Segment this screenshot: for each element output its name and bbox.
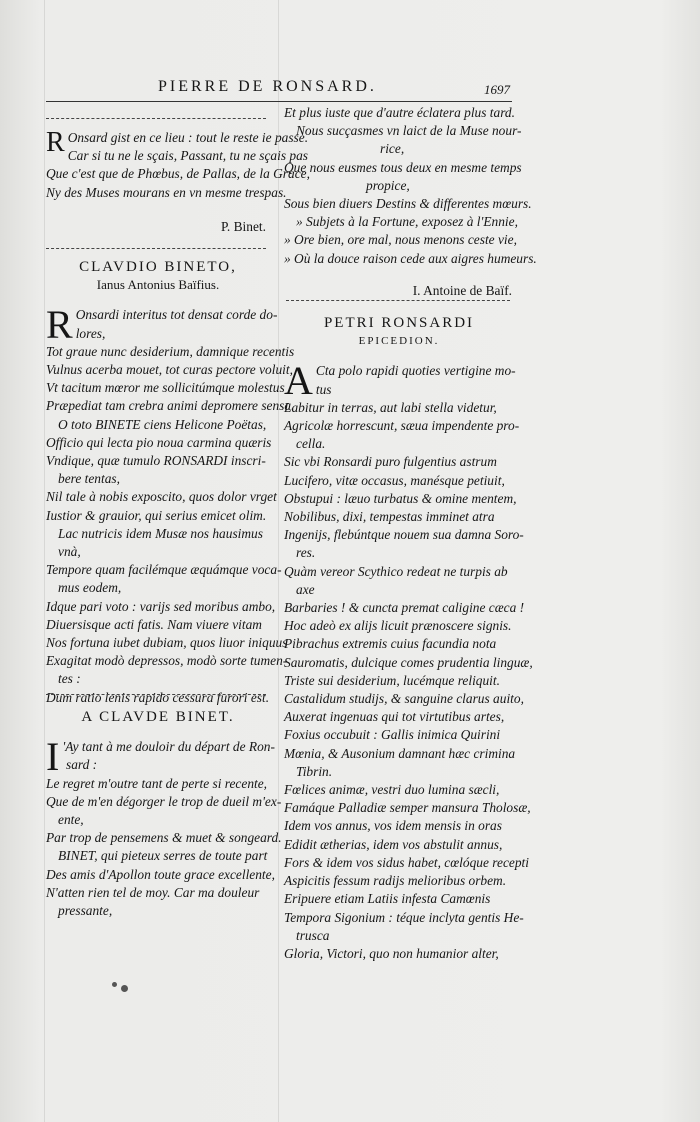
poem-subheading: EPICEDION.	[358, 335, 440, 348]
verse-line: Foxius occubuit : Gallis inimica Quirini	[284, 727, 501, 743]
verse-line: Exagitat modò depressos, modò sorte tumen-	[46, 653, 288, 669]
poem-author: Ianus Antonius Baïfius.	[96, 277, 220, 293]
verse-line: Lac nutricis idem Musæ nos hausimus	[58, 525, 263, 541]
verse-line: Præpediat tam crebra animi depromere sensa.	[46, 398, 295, 414]
verse-line: Idque pari voto : varijs sed moribus ambo,	[46, 598, 276, 614]
verse-line: Dum ratio lenis rapido cessura furori est.	[46, 689, 270, 705]
latin-poem-block	[46, 258, 295, 707]
header-rule	[46, 101, 512, 102]
verse-line: Barbaries ! & cuncta premat caligine cæca !	[284, 600, 525, 616]
verse-line: Triste sui desiderium, lucémque reliquit.	[284, 672, 500, 688]
verse-line: rice,	[380, 141, 405, 157]
verse-line: Vt tacitum mœror me sollicitúmque molestus	[46, 380, 285, 396]
section-rule	[286, 300, 510, 301]
verse-line: Onsardi interitus tot densat corde do-	[75, 307, 278, 323]
verse-line: bere tentas,	[58, 471, 120, 487]
verse-line: mus eodem,	[58, 580, 122, 596]
verse-line: Fœlices animæ, vestri duo lumina sæcli,	[284, 782, 500, 798]
section-rule	[46, 118, 266, 119]
verse-line: Nos fortuna iubet dubiam, quos liuor iniquus	[46, 635, 288, 651]
verse-line: O toto BINETE ciens Helicone Poëtas,	[58, 416, 267, 432]
verse-line: 'Ay tant à me douloir du départ de Ron-	[62, 739, 275, 755]
verse-line: vnà,	[58, 544, 81, 560]
signature: P. Binet.	[220, 218, 266, 234]
verse-line: axe	[296, 581, 315, 597]
verse-line: Car si tu ne le sçais, Passant, tu ne sçais pas	[67, 148, 308, 164]
verse-line: tus	[315, 381, 332, 397]
page-fold-line	[44, 0, 45, 1122]
verse-line: Auxerat ingenuas qui tot virtutibus artes,	[284, 709, 505, 725]
verse-line: Nobilibus, dixi, tempestas imminet atra	[284, 509, 495, 525]
verse-line: cella.	[296, 436, 326, 452]
verse-line: Nil tale à nobis exposcito, quos dolor vrget	[46, 489, 277, 505]
verse-line: » Subjets à la Fortune, exposez à l'Ennie,	[296, 214, 518, 230]
verse-line: Sous bien diuers Destins & differentes mœurs.	[284, 196, 532, 212]
verse-line: Que nous eusmes tous deux en mesme temps	[284, 159, 522, 175]
verse-line: Tot graue nunc desiderium, damnique recentis	[46, 343, 295, 359]
ink-spot	[112, 982, 117, 987]
verse-line: Et plus iuste que d'autre éclatera plus tard.	[284, 105, 515, 120]
verse-line: Edidit ætherias, idem vos abstulit annus,	[284, 836, 503, 852]
poem-heading: PETRI RONSARDI	[323, 315, 475, 331]
verse-line: Labitur in terras, aut labi stella videtur,	[284, 399, 497, 415]
verse-line: Diuersisque acti fatis. Nam viuere vitam	[46, 616, 262, 632]
dropcap: I	[46, 734, 60, 780]
verse-line: pressante,	[58, 903, 113, 919]
dropcap: A	[284, 358, 313, 404]
verse-line: Aspicitis fessum radijs melioribus orbem.	[284, 873, 507, 889]
verse-line: Agricolæ horrescunt, sæua impendente pro-	[284, 418, 520, 434]
section-rule	[46, 694, 266, 695]
verse-line: Ingenijs, flebúntque nouem sua damna Soro-	[284, 527, 524, 543]
verse-line: sard :	[66, 757, 98, 773]
verse-line: Nous sucçasmes vn laict de la Muse nour-	[296, 123, 522, 139]
verse-line: Ny des Muses mourans en vn mesme trespas.	[46, 184, 287, 200]
verse-line: Fors & idem vos sidus habet, cœlóque recepti	[284, 854, 529, 870]
dropcap: R	[46, 302, 73, 348]
verse-line: Que de m'en dégorger le trop de dueil m'ex-	[46, 793, 282, 809]
ink-spot	[121, 985, 128, 992]
verse-line: Idem vos annus, vos idem mensis in oras	[284, 818, 502, 834]
verse-line: Le regret m'outre tant de perte si recente,	[46, 775, 268, 791]
verse-line: Mœnia, & Ausonium damnant hæc crimina	[284, 745, 516, 761]
verse-line: Pibrachus extremis cuius facundia nota	[284, 636, 497, 652]
verse-line: Cta polo rapidi quoties vertigine mo-	[315, 363, 516, 379]
verse-line: Gloria, Victori, quo non humanior alter,	[284, 945, 499, 961]
continuation-block	[284, 104, 537, 300]
signature: I. Antoine de Baïf.	[412, 282, 512, 298]
section-rule	[46, 248, 266, 249]
verse-line: Obstupui : læuo turbatus & omine mentem,	[284, 490, 517, 506]
verse-line: Tempore quam facilémque æquámque voca-	[46, 562, 282, 578]
verse-line: Des amis d'Apollon toute grace excellente,	[46, 866, 275, 882]
verse-line: Par trop de pensemens & muet & songeard.	[46, 830, 282, 846]
page-number: 1697	[484, 82, 510, 97]
epitaph-block	[46, 127, 310, 236]
french-poem-block	[46, 708, 282, 920]
dropcap: R	[46, 127, 65, 158]
verse-line: BINET, qui pieteux serres de toute part	[58, 848, 268, 864]
verse-line: Quàm vereor Scythico redeat ne turpis ab	[284, 563, 508, 579]
poem-heading: CLAVDIO BINETO,	[79, 259, 237, 275]
verse-line: Sauromatis, dulcique comes prudentia linguæ,	[284, 654, 533, 670]
verse-line: Vndique, quæ tumulo RONSARDI inscri-	[46, 453, 266, 469]
verse-line: lores,	[75, 325, 106, 341]
running-head: PIERRE DE RONSARD.	[158, 78, 377, 95]
verse-line: trusca	[296, 927, 330, 943]
verse-line: » Où la douce raison cede aux aigres humeurs.	[284, 250, 537, 266]
verse-line: Iustior & grauior, qui serius emicet olim.	[46, 507, 267, 523]
verse-line: Famáque Palladiæ semper mansura Tholosæ,	[284, 800, 531, 816]
verse-line: N'atten rien tel de moy. Car ma douleur	[46, 884, 260, 900]
verse-line: propice,	[366, 177, 410, 193]
verse-line: Sic vbi Ronsardi puro fulgentius astrum	[284, 454, 497, 470]
verse-line: Officio qui lecta pio noua carmina quæris	[46, 434, 272, 450]
verse-line: Tempora Sigonium : téque inclyta gentis He-	[284, 909, 524, 925]
poem-heading: A CLAVDE BINET.	[81, 709, 235, 725]
verse-line: Vulnus acerba mouet, tot curas pectore voluit,	[46, 362, 293, 378]
verse-line: Castalidum studijs, & sanguine clarus auito,	[284, 691, 524, 707]
verse-line: Tibrin.	[296, 763, 333, 779]
verse-line: res.	[296, 545, 316, 561]
verse-line: Hoc adeò ex alijs licuit prænoscere signis.	[284, 618, 512, 634]
epicedion-block	[284, 314, 533, 963]
verse-line: Onsard gist en ce lieu : tout le reste ie passe.	[67, 130, 309, 145]
verse-line: ente,	[58, 812, 84, 828]
verse-line: tes :	[58, 671, 81, 687]
verse-line: Que c'est que de Phœbus, de Pallas, de la Grace,	[46, 166, 310, 182]
verse-line: Lucifero, vitæ occasus, manésque petiuit,	[284, 472, 505, 488]
verse-line: Eripuere etiam Latiis infesta Camœnis	[284, 891, 491, 907]
verse-line: » Ore bien, ore mal, nous menons ceste vie,	[284, 232, 517, 248]
